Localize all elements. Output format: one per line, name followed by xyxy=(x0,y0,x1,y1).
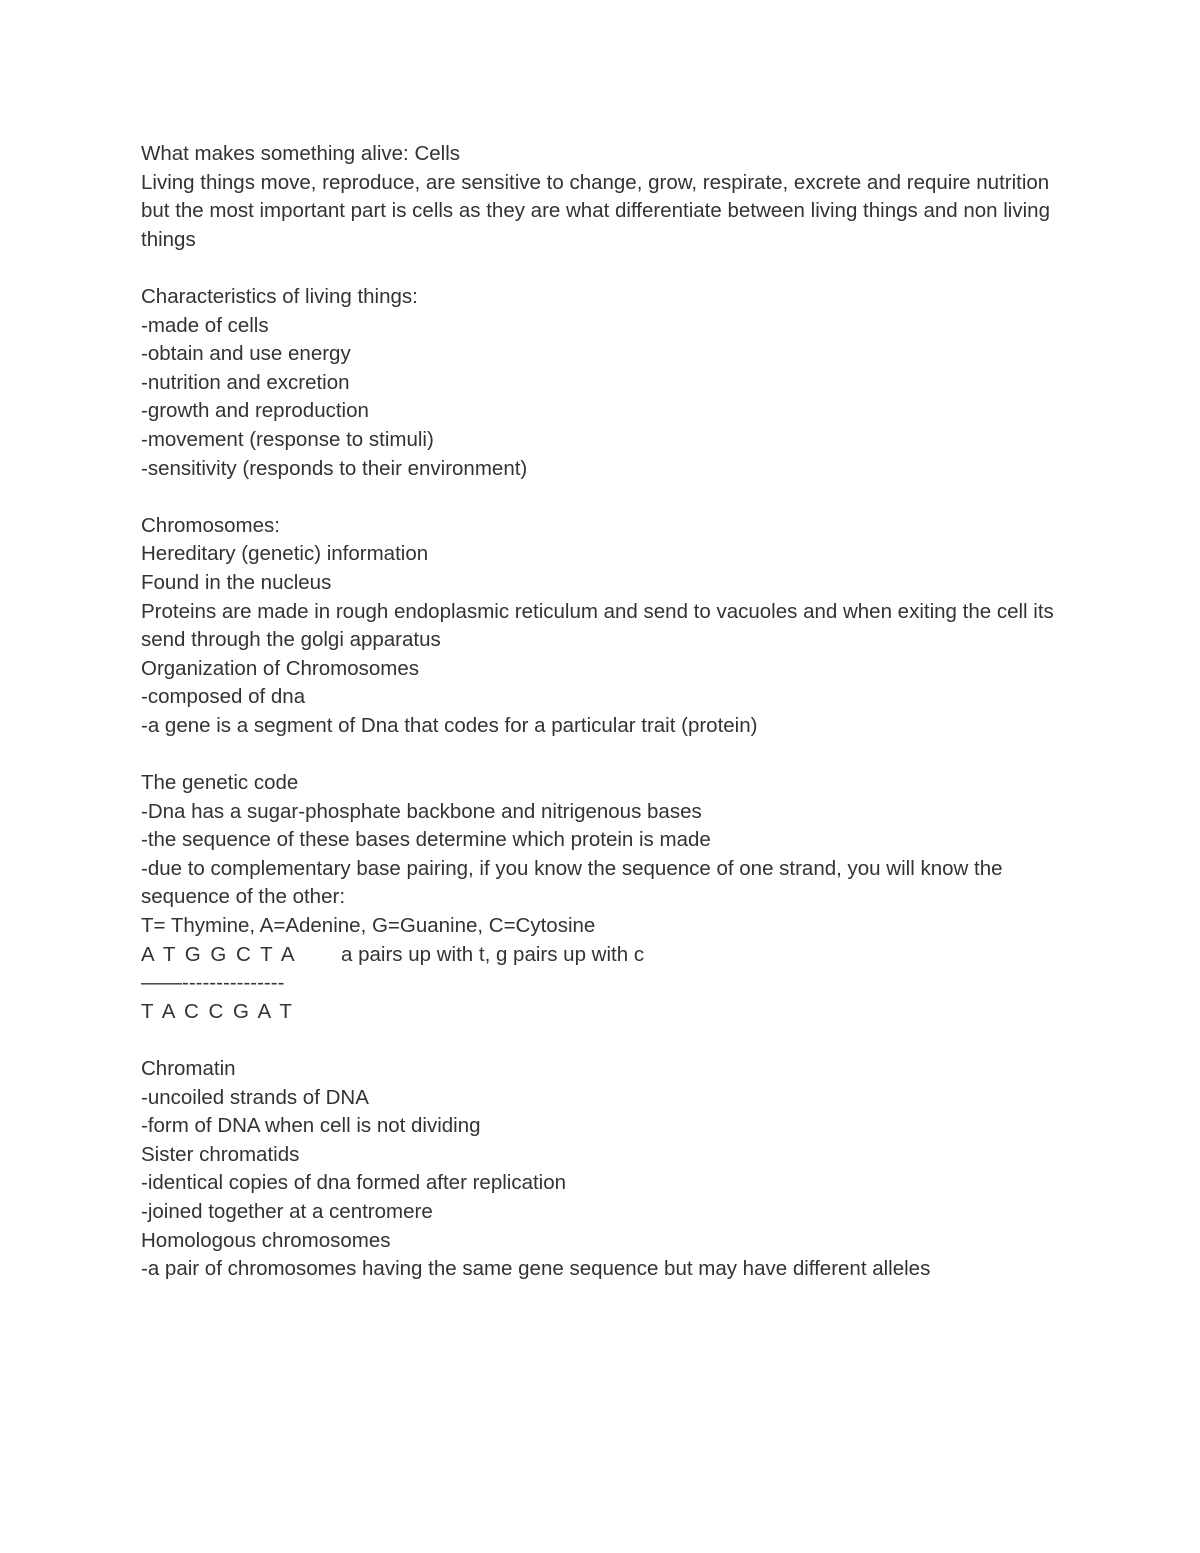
list-item: -a pair of chromosomes having the same gene sequence but may have different alleles xyxy=(141,1257,931,1281)
heading-chromatin: Chromatin xyxy=(141,1057,236,1080)
base-key: T= Thymine, A=Adenine, G=Guanine, C=Cytosine xyxy=(141,914,596,938)
list-item: -nutrition and excretion xyxy=(141,370,350,394)
document-body xyxy=(141,140,1061,1284)
subheading-homologous: Homologous chromosomes xyxy=(141,1228,391,1252)
strand-divider: ——--------------- xyxy=(141,971,285,995)
subheading-sister-chromatids: Sister chromatids xyxy=(141,1142,300,1166)
list-item: -uncoiled strands of DNA xyxy=(141,1085,369,1109)
strand-bottom: T A C C G A T xyxy=(141,999,294,1023)
heading-genetic-code: The genetic code xyxy=(141,771,299,795)
heading-characteristics: Characteristics of living things: xyxy=(141,284,418,308)
text-line: Hereditary (genetic) information xyxy=(141,542,429,566)
subheading-organization: Organization of Chromosomes xyxy=(141,656,420,680)
paragraph-living-things: Living things move, reproduce, are sensitive to change, grow, respirate, excrete and require nutrition but the most important part is cells as they are what differentiate between living things and non living things xyxy=(141,170,1050,251)
paragraph-proteins: Proteins are made in rough endoplasmic reticulum and send to vacuoles and when exiting the cell its send through the golgi apparatus xyxy=(141,599,1054,652)
list-item: -the sequence of these bases determine which protein is made xyxy=(141,828,711,852)
spacer xyxy=(141,254,1061,283)
list-item: -growth and reproduction xyxy=(141,399,369,423)
strand-row xyxy=(141,941,1061,970)
list-item: -made of cells xyxy=(141,313,269,337)
list-item: -composed of dna xyxy=(141,685,306,709)
list-item: -identical copies of dna formed after replication xyxy=(141,1171,567,1195)
spacer xyxy=(141,740,1061,769)
list-item: -a gene is a segment of Dna that codes for a particular trait (protein) xyxy=(141,713,758,737)
pairing-note: a pairs up with t, g pairs up with c xyxy=(341,942,645,966)
list-item: -sensitivity (responds to their environment) xyxy=(141,456,528,480)
list-item: -joined together at a centromere xyxy=(141,1199,433,1223)
list-item: -due to complementary base pairing, if you know the sequence of one strand, you will know the sequence of the other: xyxy=(141,856,1003,909)
heading-chromosomes: Chromosomes: xyxy=(141,513,280,537)
text-line: Found in the nucleus xyxy=(141,570,332,594)
list-item: -movement (response to stimuli) xyxy=(141,427,434,451)
list-item: -Dna has a sugar-phosphate backbone and nitrigenous bases xyxy=(141,799,702,823)
list-item: -form of DNA when cell is not dividing xyxy=(141,1114,481,1138)
spacer xyxy=(141,483,1061,512)
spacer xyxy=(141,1026,1061,1055)
list-item: -obtain and use energy xyxy=(141,342,351,366)
strand-top: A T G G C T A xyxy=(141,942,297,966)
heading-what-makes-alive: What makes something alive: Cells xyxy=(141,142,461,165)
